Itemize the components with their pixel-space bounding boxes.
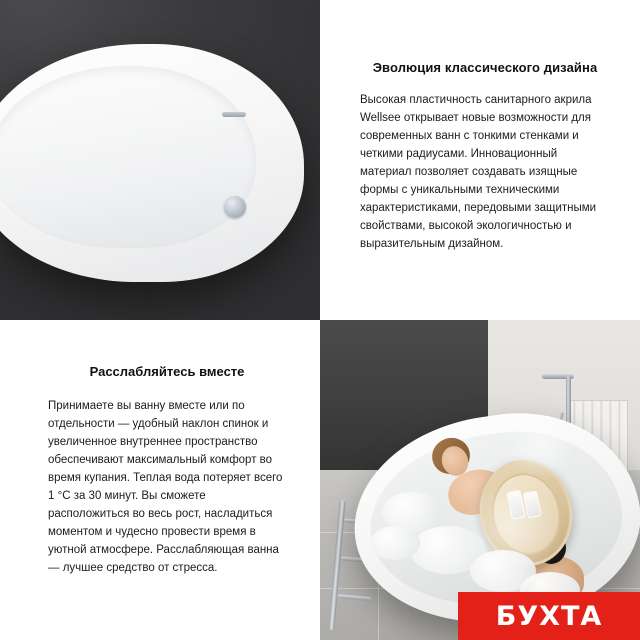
watermark-badge — [458, 592, 640, 640]
bottom-section-title: Расслабляйтесь вместе — [89, 364, 245, 379]
top-section-body: Высокая пластичность санитарного акрила Wellsee открывает новые возможности для современных ванн с тонкими стенками и четкими радиусами. Инновационный материал позволяет создавать изящные формы с уникальными техническими характеристиками, передовыми защитными свойствами, высокой экологичностью и выразительным дизайном. — [360, 94, 597, 250]
steam — [500, 416, 580, 476]
bottom-section — [0, 320, 640, 640]
bottom-section-body: Принимаете вы ванну вместе или по отдельности — удобный наклон спинок и увеличенное внутреннее пространство обеспечивают максимальный комфорт во время купания. Теплая вода потеряет всего 1 °C за 30 минут. Вы сможете расположиться во весь рост, насладиться моментом и чудесно провести время в уютной атмосфере. Расслабляющая ванна — лучшее средство от стресса. — [48, 400, 283, 574]
bathtub-top-view-image — [0, 0, 320, 320]
watermark-text: БУХТА — [495, 600, 603, 632]
bathtub-body — [0, 44, 304, 282]
steam — [450, 490, 570, 570]
top-text-block — [320, 0, 640, 320]
overflow-slot-icon — [222, 112, 246, 117]
drain-icon — [224, 196, 246, 218]
foam-bubble — [370, 526, 420, 560]
top-section-title: Эволюция классического дизайна — [372, 60, 598, 75]
bathtub-basin — [0, 66, 256, 248]
bottom-text-block — [0, 320, 320, 640]
